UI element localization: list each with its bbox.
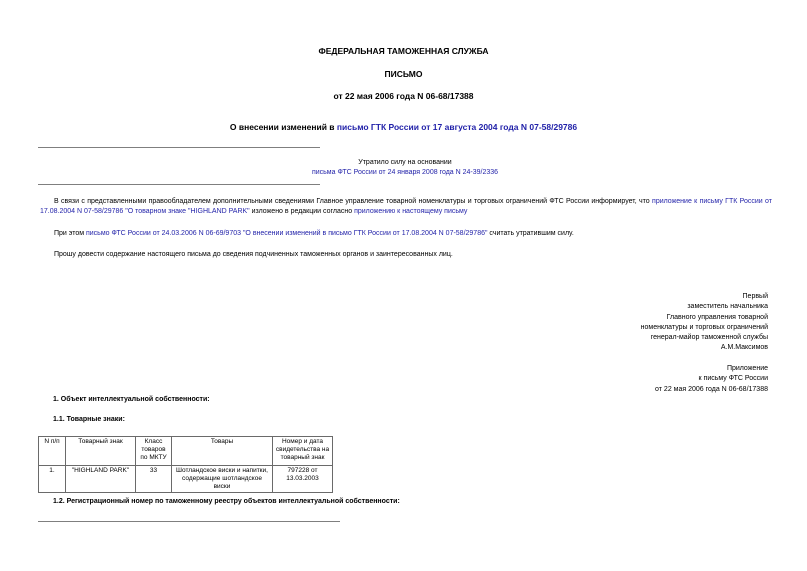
section-1-heading: 1. Объект интеллектуальной собственности: <box>53 396 210 403</box>
body-paragraph-3: Прошу довести содержание настоящего письма до сведения подчиненных таможенных органов и заинтересованных лиц. <box>54 251 453 258</box>
signature-line: Первый <box>742 293 768 300</box>
col-header-class: Класс товаров по МКТУ <box>136 437 172 466</box>
signature-line: Главного управления товарной <box>666 313 768 321</box>
col-header-goods: Товары <box>172 437 273 466</box>
signature-name: А.М.Максимов <box>720 344 768 352</box>
appendix-line: Приложение <box>726 365 768 372</box>
repeal-note-line: Утратило силу на основании <box>358 159 452 166</box>
document-subject <box>0 122 807 133</box>
p2-link-letter-2006[interactable]: письмо ФТС России от 24.03.2006 N 06-69/9703 "О внесении изменений в письмо ГТК России от 17.08.2004 N 07-58/29786" <box>85 230 488 237</box>
body-paragraph-1 <box>40 197 772 217</box>
appendix-line: от 22 мая 2006 года N 06-68/17388 <box>655 385 768 393</box>
p2-text-a: При этом <box>54 230 86 237</box>
signature-block <box>641 292 768 354</box>
registration-number-line <box>38 521 340 522</box>
repeal-note-link-wrap <box>280 168 530 178</box>
trademark-table <box>38 436 333 493</box>
divider-top <box>38 147 320 148</box>
table-header-row <box>39 437 333 466</box>
p1-text-a: В связи с представленными правообладателем дополнительными сведениями Главное управление товарной номенклатуры и торговых ограничений ФТС России информирует, что <box>54 198 653 205</box>
table-row <box>39 466 333 493</box>
p2-text-b: считать утратившим силу. <box>487 230 574 237</box>
cell-trademark: "HIGHLAND PARK" <box>66 466 136 493</box>
body-paragraph-2 <box>40 229 772 239</box>
p1-link-appendix-2004[interactable]: приложение к письму ГТК России от 17.08.2004 N 07-58/29786 "О товарном знаке "HIGHLAND PARK" <box>40 198 772 215</box>
repeal-note-link[interactable]: письма ФТС России от 24 января 2008 года N 24-39/2336 <box>311 169 499 176</box>
subject-link[interactable]: письмо ГТК России от 17 августа 2004 года N 07-58/29786 <box>336 122 578 132</box>
signature-line: номенклатуры и торговых ограничений <box>640 323 768 331</box>
col-header-certificate: Номер и дата свидетельства на товарный знак <box>273 437 333 466</box>
p1-text-b: изложено в редакции согласно <box>249 208 355 215</box>
p1-link-current-appendix[interactable]: приложению к настоящему письму <box>354 208 468 215</box>
cell-certificate: 797228 от 13.03.2003 <box>273 466 333 493</box>
cell-number: 1. <box>39 466 66 493</box>
divider-bottom <box>38 184 320 185</box>
subject-prefix: О внесении изменений в <box>229 122 337 132</box>
signature-line: генерал-майор таможенной службы <box>650 334 768 342</box>
organization-title: ФЕДЕРАЛЬНАЯ ТАМОЖЕННАЯ СЛУЖБА <box>318 46 489 56</box>
signature-line: заместитель начальника <box>687 303 768 311</box>
section-1-1-heading: 1.1. Товарные знаки: <box>53 416 125 423</box>
cell-goods: Шотландское виски и напитки, содержащие шотландское виски <box>172 466 273 493</box>
appendix-block <box>655 364 768 395</box>
section-1-2-heading: 1.2. Регистрационный номер по таможенному реестру объектов интеллектуальной собственности: <box>53 498 400 505</box>
col-header-trademark: Товарный знак <box>66 437 136 466</box>
document-date-number: от 22 мая 2006 года N 06-68/17388 <box>333 91 474 101</box>
appendix-line: к письму ФТС России <box>698 375 768 383</box>
col-header-number: N п/п <box>39 437 66 466</box>
document-type: ПИСЬМО <box>384 69 423 79</box>
cell-class: 33 <box>136 466 172 493</box>
